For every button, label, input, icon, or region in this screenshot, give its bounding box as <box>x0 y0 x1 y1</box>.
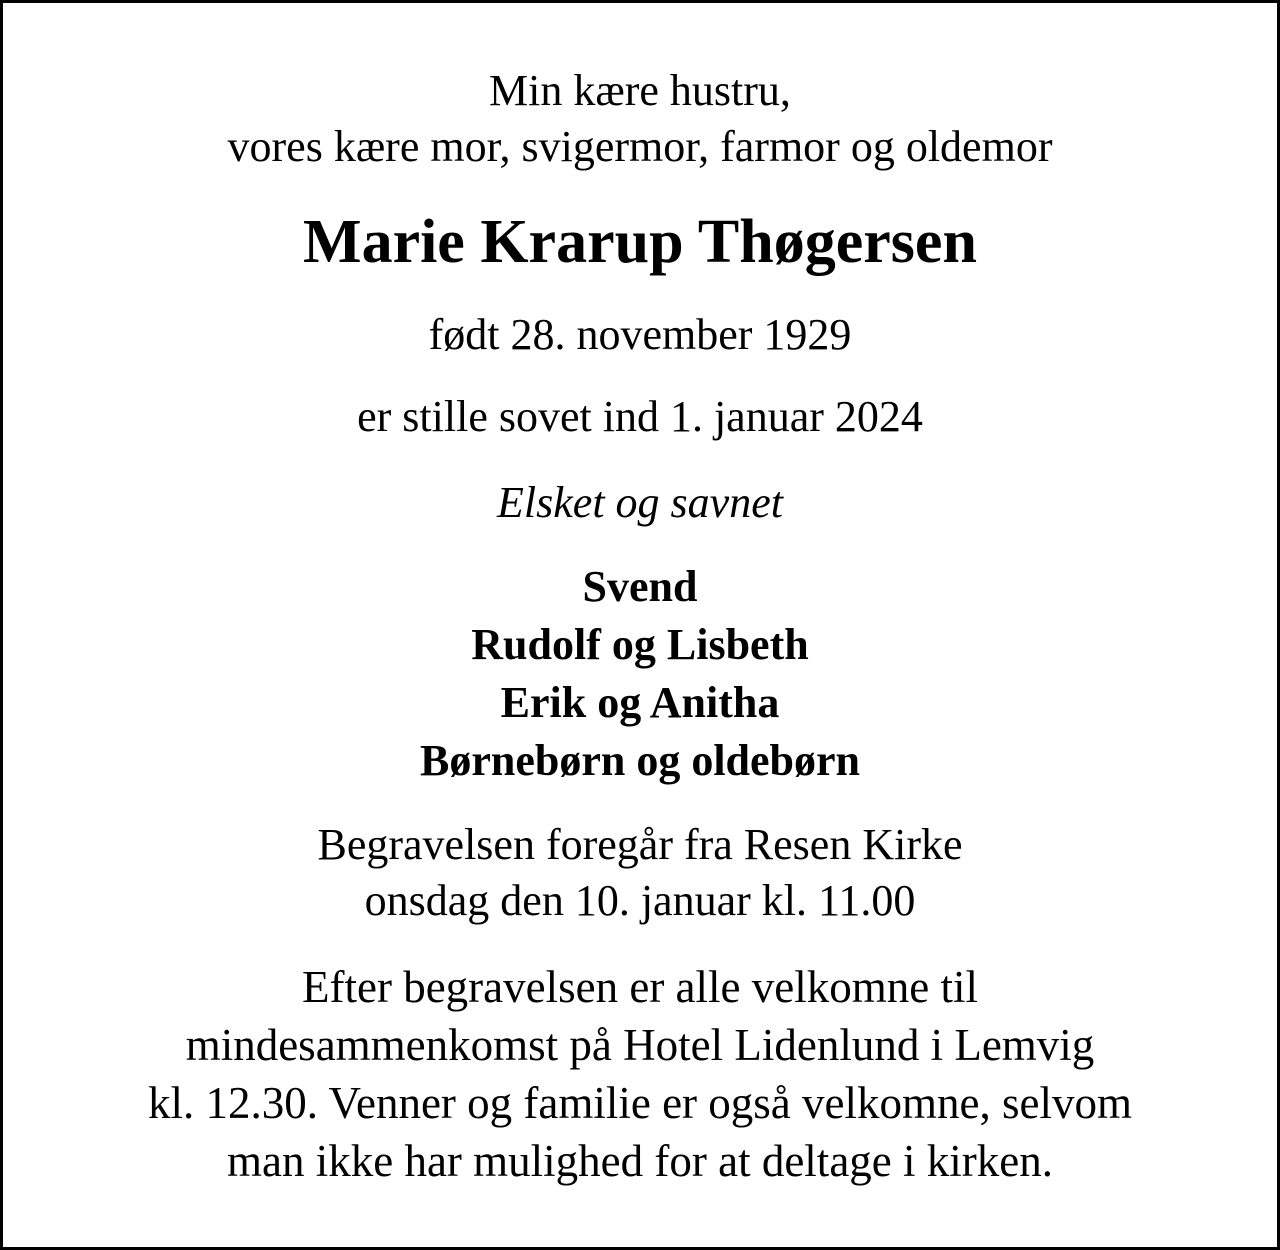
reception-line-4: man ikke har mulighed for at deltage i kirken. <box>227 1136 1053 1186</box>
survivor-1: Svend <box>582 562 698 611</box>
survivor-3: Erik og Anitha <box>500 678 780 727</box>
tagline: Elsket og savnet <box>497 478 783 527</box>
intro-line-2: vores kære mor, svigermor, farmor og oldemor <box>227 122 1053 171</box>
survivor-4: Børnebørn og oldebørn <box>419 736 861 785</box>
reception-line-2: mindesammenkomst på Hotel Lidenlund i Lemvig <box>185 1020 1095 1070</box>
reception-line-1: Efter begravelsen er alle velkomne til <box>302 962 978 1012</box>
deceased-name: Marie Krarup Thøgersen <box>303 208 977 276</box>
birth-date: født 28. november 1929 <box>428 310 852 359</box>
survivor-2: Rudolf og Lisbeth <box>471 620 809 669</box>
funeral-line-1: Begravelsen foregår fra Resen Kirke <box>317 820 963 869</box>
funeral-line-2: onsdag den 10. januar kl. 11.00 <box>364 876 916 925</box>
reception-line-3: kl. 12.30. Venner og familie er også velkomne, selvom <box>148 1078 1132 1128</box>
intro-line-1: Min kære hustru, <box>489 66 791 115</box>
death-date: er stille sovet ind 1. januar 2024 <box>357 392 923 441</box>
